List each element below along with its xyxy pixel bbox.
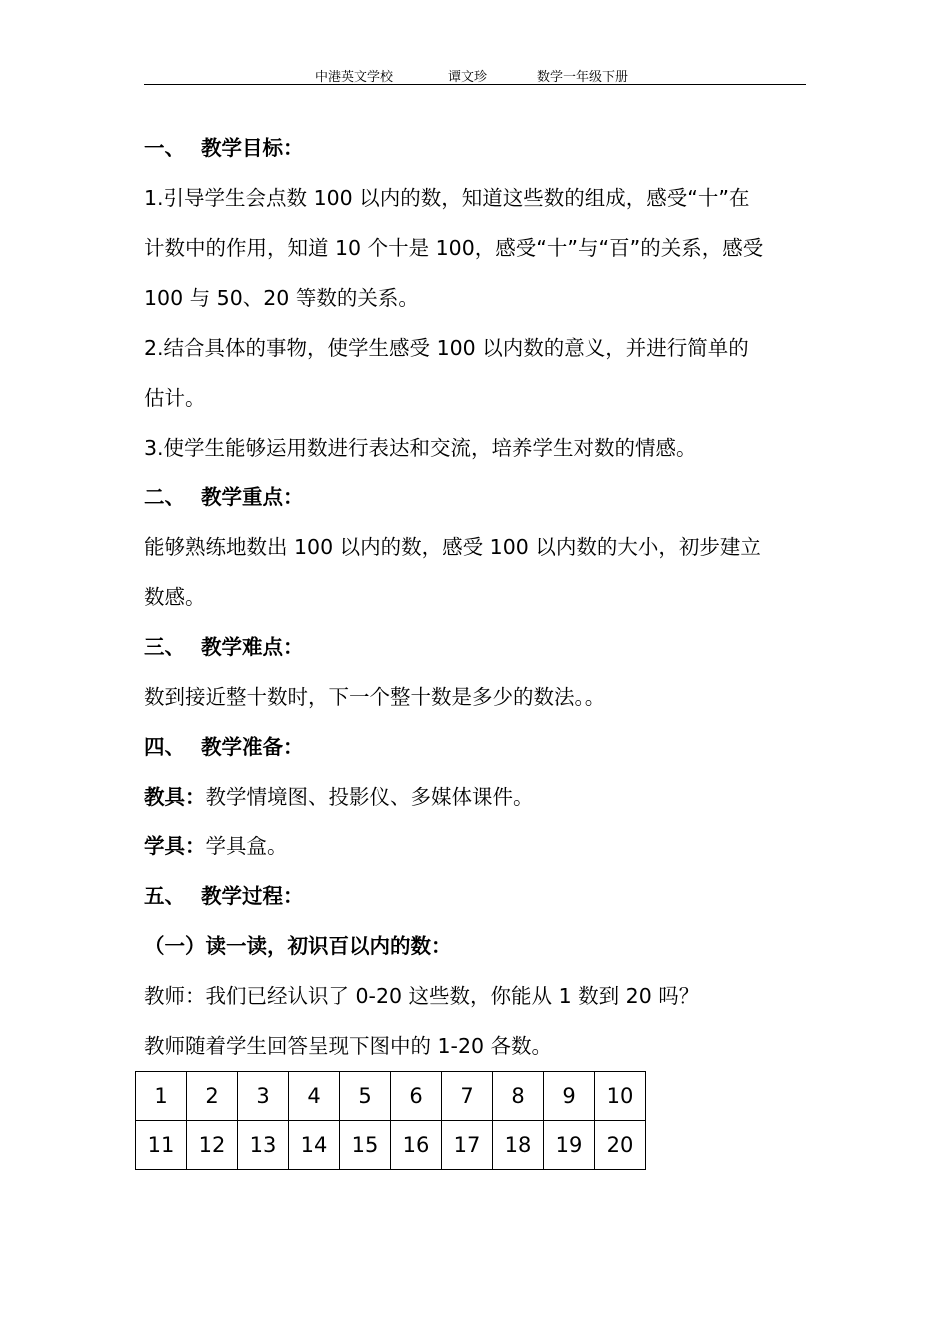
section-heading-key-points: 二、 教学重点： — [144, 485, 304, 509]
header-subject: 数学一年级下册 — [537, 70, 629, 85]
teacher-question: 教师：我们已经认识了 0-20 这些数，你能从 1 数到 20 吗？ — [144, 984, 700, 1008]
table-cell: 9 — [544, 1072, 595, 1121]
goal-1-line-3: 100 与 50、20 等数的关系。 — [144, 286, 419, 310]
table-cell: 13 — [238, 1121, 289, 1170]
table-cell: 2 — [187, 1072, 238, 1121]
key-point-line-2: 数感。 — [144, 585, 206, 609]
table-cell: 14 — [289, 1121, 340, 1170]
table-cell: 7 — [442, 1072, 493, 1121]
page-header — [144, 64, 806, 85]
header-teacher: 谭文珍 — [448, 70, 488, 85]
table-cell: 20 — [595, 1121, 646, 1170]
header-school: 中港英文学校 — [315, 70, 394, 85]
table-cell: 18 — [493, 1121, 544, 1170]
table-cell: 12 — [187, 1121, 238, 1170]
key-point-line-1: 能够熟练地数出 100 以内的数，感受 100 以内数的大小，初步建立 — [144, 535, 761, 559]
goal-2-line-1: 2.结合具体的事物，使学生感受 100 以内数的意义，并进行简单的 — [144, 336, 749, 360]
table-cell: 6 — [391, 1072, 442, 1121]
teacher-tools: 教具：教学情境图、投影仪、多媒体课件。 — [144, 785, 534, 809]
goal-1-line-2: 计数中的作用，知道 10 个十是 100，感受“十”与“百”的关系，感受 — [144, 236, 764, 260]
goal-1-line-1: 1.引导学生会点数 100 以内的数，知道这些数的组成，感受“十”在 — [144, 186, 750, 210]
table-cell: 15 — [340, 1121, 391, 1170]
number-table — [135, 1071, 646, 1170]
table-cell: 19 — [544, 1121, 595, 1170]
goal-3: 3.使学生能够运用数进行表达和交流，培养学生对数的情感。 — [144, 436, 697, 460]
table-cell: 17 — [442, 1121, 493, 1170]
student-tools: 学具：学具盒。 — [144, 834, 288, 858]
difficulty-text: 数到接近整十数时，下一个整十数是多少的数法。。 — [144, 685, 606, 709]
section-heading-process: 五、 教学过程： — [144, 884, 304, 908]
section-heading-difficulties: 三、 教学难点： — [144, 635, 304, 659]
table-cell: 4 — [289, 1072, 340, 1121]
subsection-heading-read: （一）读一读，初识百以内的数： — [144, 934, 452, 958]
section-heading-goals: 一、 教学目标： — [144, 136, 304, 160]
table-cell: 8 — [493, 1072, 544, 1121]
goal-2-line-2: 估计。 — [144, 386, 206, 410]
table-cell: 16 — [391, 1121, 442, 1170]
table-cell: 3 — [238, 1072, 289, 1121]
teacher-instruction: 教师随着学生回答呈现下图中的 1-20 各数。 — [144, 1034, 553, 1058]
table-cell: 11 — [136, 1121, 187, 1170]
table-cell: 10 — [595, 1072, 646, 1121]
table-row — [136, 1121, 646, 1170]
table-cell: 5 — [340, 1072, 391, 1121]
section-heading-preparation: 四、 教学准备： — [144, 735, 304, 759]
table-row — [136, 1072, 646, 1121]
table-cell: 1 — [136, 1072, 187, 1121]
